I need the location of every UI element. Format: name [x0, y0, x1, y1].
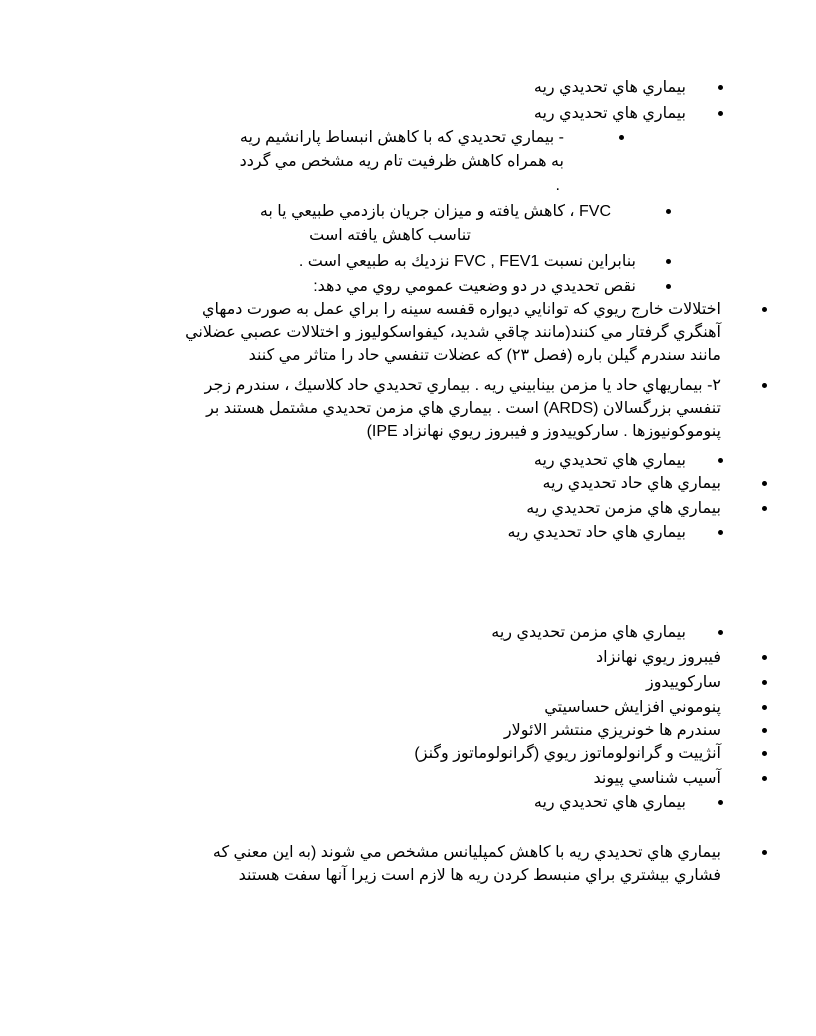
list-item: سندرم ها خونريزي منتشر الائولار	[503, 722, 721, 739]
bullet-icon	[762, 850, 767, 855]
list-item: بيماري هاي تحديدي ريه	[533, 794, 686, 811]
list-item: بيماري هاي تحديدي ريه	[533, 105, 686, 122]
list-item-continuation: به همراه كاهش ظرفيت تام ريه مشخص مي گردد	[239, 153, 564, 170]
bullet-icon	[718, 800, 723, 805]
bullet-icon	[762, 680, 767, 685]
bullet-icon	[718, 111, 723, 116]
bullet-icon	[762, 751, 767, 756]
list-item: - بيماري تحديدي كه با كاهش انبساط پارانشيم ريه	[239, 129, 564, 146]
bullet-icon	[762, 481, 767, 486]
list-item-continuation: تنفسي بزرگسالان (ARDS) است . بيماري هاي مزمن تحديدي مشتمل هستند بر	[206, 400, 721, 417]
list-item: اختلالات خارج ريوي كه توانايي ديواره قفسه سينه را براي عمل به صورت دمهاي	[201, 301, 721, 318]
list-item-continuation: فشاري بيشتري براي منبسط كردن ريه ها لازم است زيرا آنها سفت هستند	[238, 867, 721, 884]
bullet-icon	[718, 530, 723, 535]
list-item: بيماري هاي تحديدي ريه	[533, 79, 686, 96]
bullet-icon	[762, 506, 767, 511]
bullet-icon	[619, 135, 624, 140]
list-item-continuation: .	[555, 177, 560, 194]
bullet-icon	[666, 209, 671, 214]
bullet-icon	[762, 655, 767, 660]
bullet-icon	[718, 630, 723, 635]
bullet-icon	[762, 307, 767, 312]
list-item-continuation: تناسب كاهش يافته است	[309, 227, 471, 244]
list-item-continuation: آهنگري گرفتار مي كنند(مانند چاقي شديد، كيفواسكوليوز و اختلالات عصبي عضلاني	[185, 324, 721, 341]
list-item: بيماري هاي حاد تحديدي ريه	[542, 475, 721, 492]
list-item: بيماري هاي مزمن تحديدي ريه	[526, 500, 721, 517]
list-item: نقص تحديدي در دو وضعيت عمومي روي مي دهد:	[313, 278, 636, 295]
bullet-icon	[762, 383, 767, 388]
bullet-icon	[762, 705, 767, 710]
list-item: بيماري هاي تحديدي ريه با كاهش كمپليانس مشخص مي شوند (به اين معني كه	[212, 844, 721, 861]
list-item: بيماري هاي تحديدي ريه	[533, 452, 686, 469]
list-item: ساركوييدوز	[645, 674, 721, 691]
list-item: FVC ، كاهش يافته و ميزان جريان بازدمي طبيعي يا به	[259, 203, 611, 220]
bullet-icon	[762, 776, 767, 781]
bullet-icon	[718, 458, 723, 463]
list-item-continuation: پنوموكونيوزها . ساركوييدوز و فيبروز ريوي نهانزاد IPE)	[366, 423, 721, 440]
bullet-icon	[666, 284, 671, 289]
list-item: بيماري هاي مزمن تحديدي ريه	[491, 624, 686, 641]
list-item: آسيب شناسي پيوند	[593, 770, 721, 787]
list-item: آنژييت و گرانولوماتوز ريوي (گرانولوماتوز وگنز)	[414, 745, 721, 762]
list-item: بنابراين نسبت FVC , FEV1 نزديك به طبيعي است .	[298, 253, 636, 270]
bullet-icon	[666, 259, 671, 264]
list-item: پنوموني افزايش حساسيتي	[544, 699, 721, 716]
list-item: ٢- بيماريهاي حاد يا مزمن بينابيني ريه . بيماري تحديدي حاد كلاسيك ، سندرم زجر	[204, 377, 721, 394]
list-item: بيماري هاي حاد تحديدي ريه	[507, 524, 686, 541]
list-item: فيبروز ريوي نهانزاد	[596, 649, 721, 666]
bullet-icon	[762, 728, 767, 733]
list-item-continuation: مانند سندرم گيلن باره (فصل ٢٣) كه عضلات تنفسي حاد را متاثر مي كنند	[248, 347, 721, 364]
bullet-icon	[718, 85, 723, 90]
